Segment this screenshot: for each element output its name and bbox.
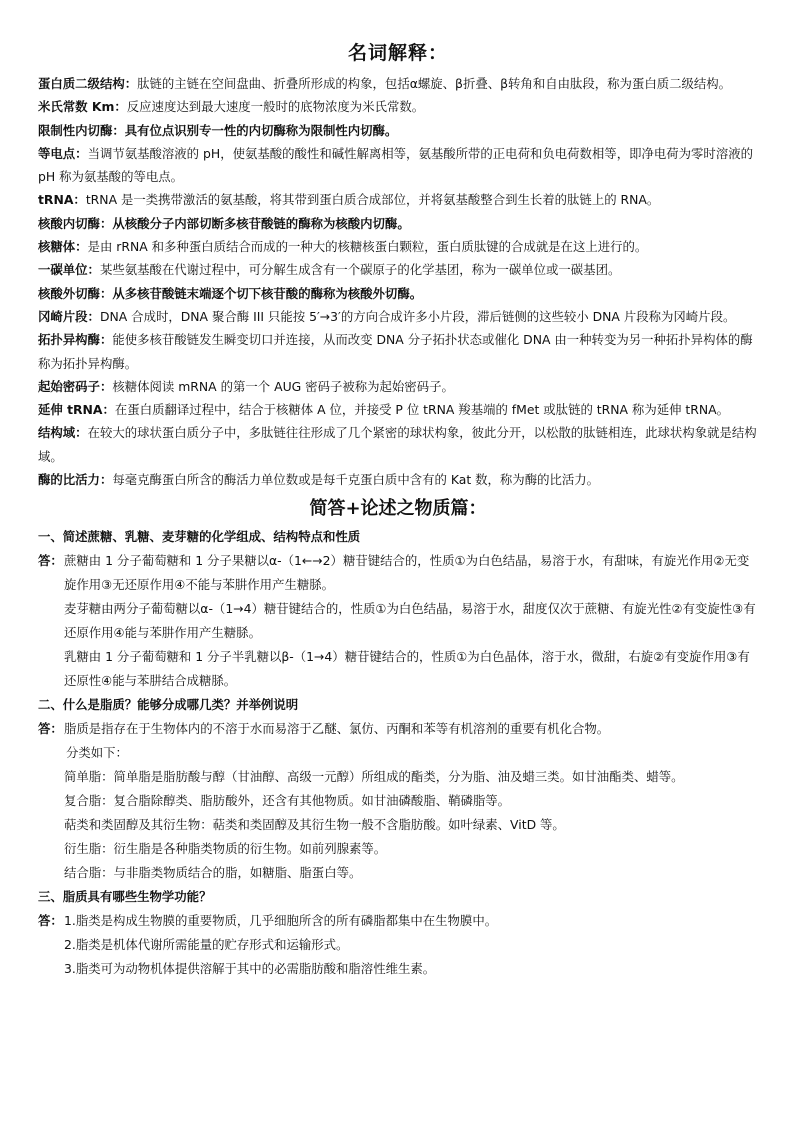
answer-label: 答： [38,553,63,569]
term-definition: 肽链的主链在空间盘曲、折叠所形成的构象，包括α螺旋、β折叠、β转角和自由肽段，称为蛋白质二级结构。 [137,76,732,91]
term-name: 核酸内切酶： [38,215,113,231]
answer-paragraph: 乳糖由 1 分子葡萄糖和 1 分子半乳糖以β-（1→4）糖苷键结合的，性质①为白色晶体，溶于水，微甜，右旋②有变旋作用③有还原性④能与苯肼结合成糖脎。 [64,649,750,689]
term-name: 蛋白质二级结构： [38,76,138,91]
answer-body [64,549,758,693]
term-definition: 是由 rRNA 和多种蛋白质结合而成的一种大的核糖核蛋白颗粒，蛋白质肽键的合成就是在这上进行的。 [87,239,648,255]
term-item [38,212,758,235]
question-block [38,693,758,885]
term-name: 结构域： [38,425,88,441]
answer-paragraph: 简单脂：简单脂是脂肪酸与醇（甘油醇、高级一元醇）所组成的酯类，分为脂、油及蜡三类。如甘油酯类、蜡等。 [64,769,684,785]
answer-body [64,909,758,981]
question-heading: 一、简述蔗糖、乳糖、麦芽糖的化学组成、结构特点和性质 [38,529,361,545]
answer-paragraph: 复合脂：复合脂除醇类、脂肪酸外，还含有其他物质。如甘油磷酸脂、鞘磷脂等。 [64,793,511,809]
answer-paragraph: 3.脂类可为动物机体提供溶解于其中的必需脂肪酸和脂溶性维生素。 [64,961,436,977]
term-item [38,305,758,328]
term-definition: tRNA 是一类携带激活的氨基酸，将其带到蛋白质合成部位，并将氨基酸整合到生长着的肽链上的 RNA。 [85,192,660,208]
term-definition: 具有位点识别专一性的内切酶称为限制性内切酶。 [124,122,398,138]
term-name: 拓扑异构酶： [38,332,113,348]
term-definition: 某些氨基酸在代谢过程中，可分解生成含有一个碳原子的化学基团，称为一碳单位或一碳基团。 [99,262,621,278]
answer-paragraph: 麦芽糖由两分子葡萄糖以α-（1→4）糖苷键结合的，性质①为白色结晶，易溶于水，甜度仅次于蔗糖、有旋光性②有变旋性③有还原作用④能与苯肼作用产生糖脎。 [64,601,756,641]
term-name: 核酸外切酶： [38,285,113,301]
section-title: 简答+论述之物质篇： [309,498,487,520]
term-item [38,258,758,281]
question-block [38,525,758,693]
term-name: 限制性内切酶： [38,122,125,138]
answer-label: 答： [38,913,63,929]
term-item [38,375,758,398]
term-item [38,468,758,491]
answer-paragraph: 萜类和类固醇及其衍生物：萜类和类固醇及其衍生物一般不含脂肪酸。如叶绿素、VitD 等。 [64,817,565,833]
term-definition: 在较大的球状蛋白质分子中，多肽链往往形成了几个紧密的球状构象，彼此分开，以松散的肽链相连，此球状构象就是结构域。 [38,425,757,464]
answer-paragraph: 2.脂类是机体代谢所需能量的贮存形式和运输形式。 [64,937,349,953]
term-item [38,188,758,211]
answer-paragraph: 蔗糖由 1 分子葡萄糖和 1 分子果糖以α-（1←→2）糖苷键结合的，性质①为白色结晶，易溶于水，有甜味，有旋光作用②无变旋作用③无还原作用④不能与苯肼作用产生糖脎。 [64,553,750,593]
term-definition: DNA 合成时，DNA 聚合酶 III 只能按 5′→3′的方向合成许多小片段，滞后链侧的这些较小 DNA 片段称为冈崎片段。 [99,308,736,324]
page-title: 名词解释： [347,42,448,64]
term-item [38,142,758,189]
term-definition: 能使多核苷酸链发生瞬变切口并连接，从而改变 DNA 分子拓扑状态或催化 DNA 由一种转变为另一种拓扑异构体的酶称为拓扑异构酶。 [38,332,753,371]
term-definition: 核糖体阅读 mRNA 的第一个 AUG 密码子被称为起始密码子。 [112,378,454,394]
term-name: 酶的比活力： [38,472,113,488]
answer [38,549,758,693]
term-name: 起始密码子： [38,378,113,394]
term-item [38,95,758,118]
term-definition: 从核酸分子内部切断多核苷酸链的酶称为核酸内切酶。 [112,215,410,231]
term-item [38,421,758,468]
term-name: 等电点： [38,145,88,161]
answer-paragraph: 1.脂类是构成生物膜的重要物质，几乎细胞所含的所有磷脂都集中在生物膜中。 [64,913,498,929]
term-definition: 从多核苷酸链末端逐个切下核苷酸的酶称为核酸外切酶。 [112,285,423,301]
question-block [38,885,758,981]
term-definition: 在蛋白质翻译过程中，结合于核糖体 A 位，并接受 P 位 tRNA 羧基端的 fMet 或肽链的 tRNA 称为延伸 tRNA。 [114,402,730,418]
term-item [38,235,758,258]
term-name: 冈崎片段： [38,308,100,324]
question-heading: 三、脂质具有哪些生物学功能？ [38,889,212,905]
question-heading: 二、什么是脂质？能够分成哪几类？并举例说明 [38,697,299,713]
document-page [38,40,758,981]
term-definition: 当调节氨基酸溶液的 pH，使氨基酸的酸性和碱性解离相等，氨基酸所带的正电荷和负电荷数相等，即净电荷为零时溶液的 pH 称为氨基酸的等电点。 [38,145,753,185]
term-item [38,398,758,421]
term-name: 核糖体： [38,239,88,255]
term-name: 一碳单位： [38,262,100,278]
term-name: 米氏常数 Km： [38,99,127,115]
term-item [38,119,758,142]
answer [38,717,758,885]
answer-label: 答： [38,721,63,737]
answer [38,909,758,981]
term-item [38,72,758,95]
answer-paragraph: 脂质是指存在于生物体内的不溶于水而易溶于乙醚、氯仿、丙酮和苯等有机溶剂的重要有机化合物。 [64,721,610,737]
term-item [38,282,758,305]
term-definition: 每毫克酶蛋白所含的酶活力单位数或是每千克蛋白质中含有的 Kat 数，称为酶的比活力。 [112,472,600,488]
term-list [38,72,758,491]
answer-paragraph: 衍生脂：衍生脂是各种脂类物质的衍生物。如前列腺素等。 [64,841,387,857]
term-name: 延伸 tRNA： [38,402,115,418]
term-definition: 反应速度达到最大速度一般时的底物浓度为米氏常数。 [126,99,425,115]
term-item [38,328,758,375]
term-name: tRNA： [38,192,86,208]
answer-body [64,717,758,885]
answer-paragraph: 结合脂：与非脂类物质结合的脂，如糖脂、脂蛋白等。 [64,865,362,881]
answer-paragraph: 分类如下： [66,745,128,761]
